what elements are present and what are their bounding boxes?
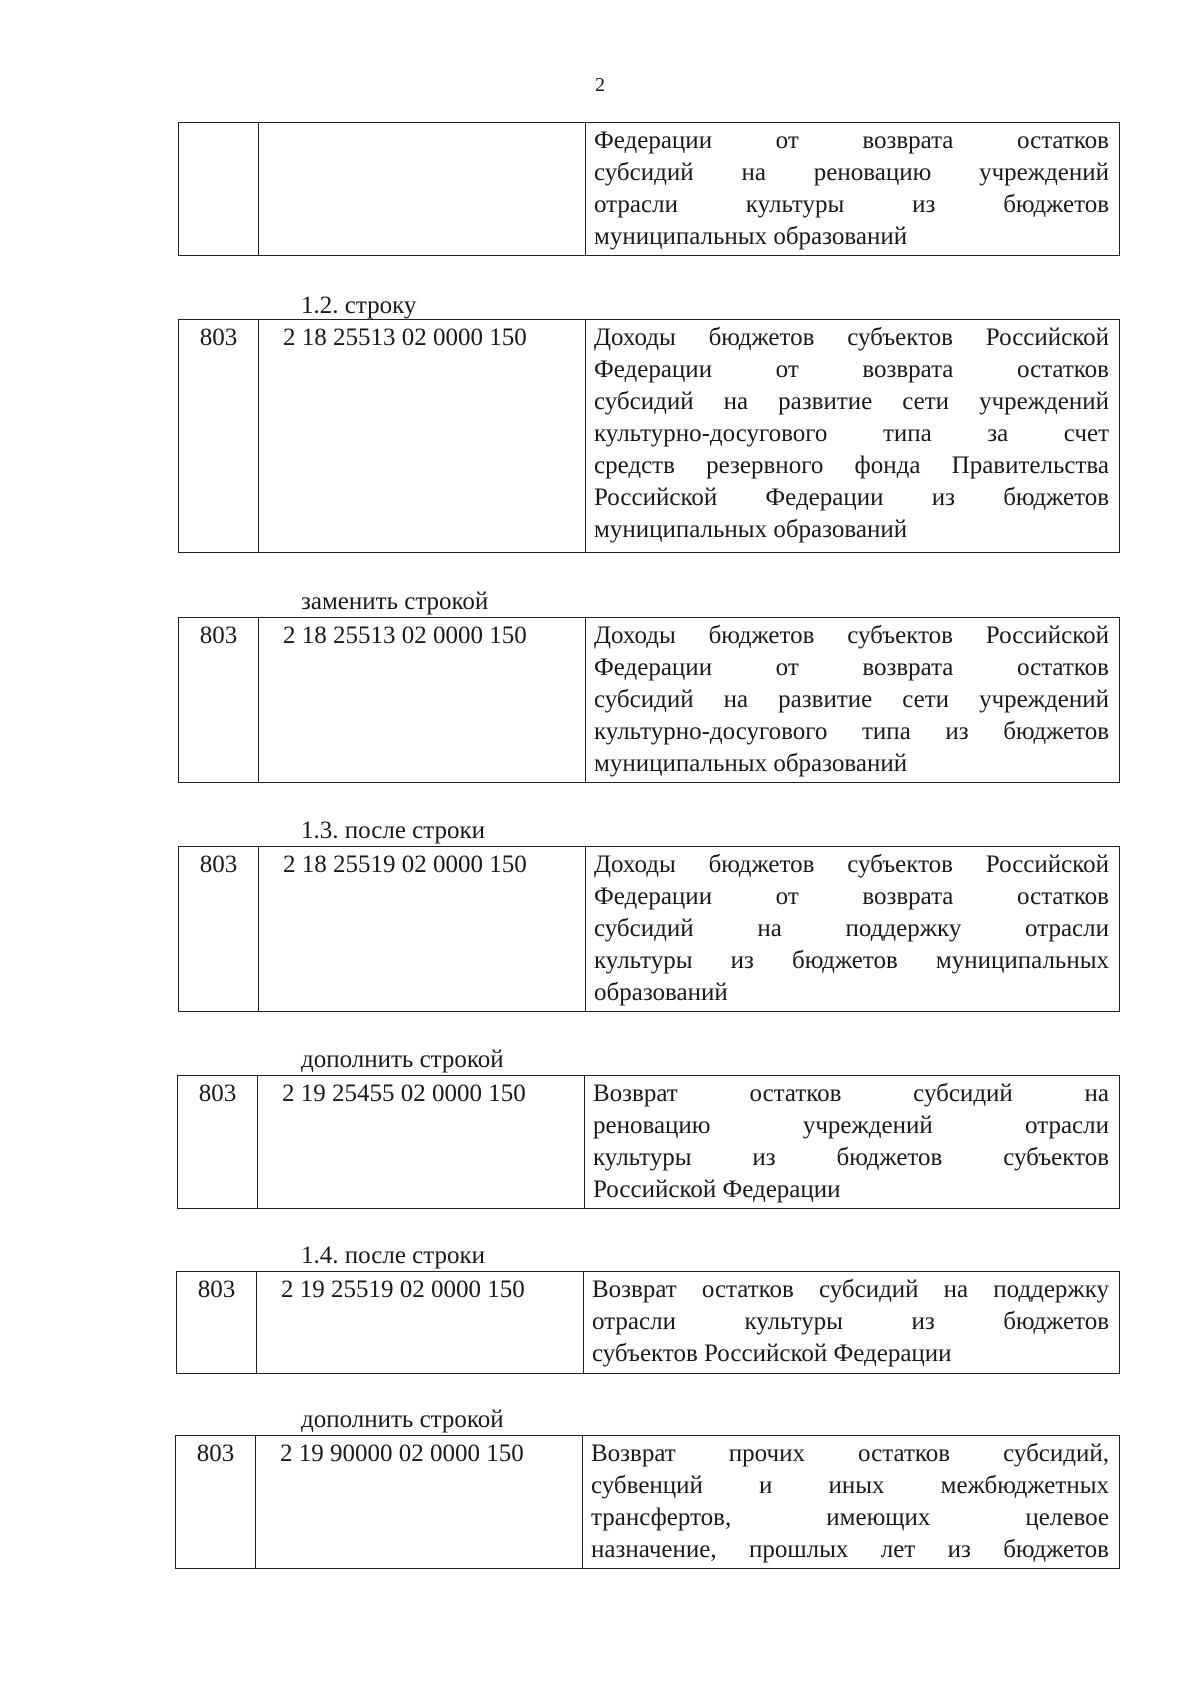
code-cell: 803	[179, 618, 259, 782]
description-line: субсидий на реновацию учреждений	[594, 159, 1109, 186]
description-cell	[584, 1272, 1119, 1373]
description-line: культурно-досугового типа из бюджетов	[594, 718, 1109, 745]
table-row-1-4-add	[175, 1435, 1120, 1569]
description-line: муниципальных образований	[594, 750, 908, 777]
description-line: трансфертов, имеющих целевое	[591, 1504, 1109, 1531]
description-line: Федерации от возврата остатков	[594, 883, 1109, 910]
description-line: образований	[594, 979, 728, 1006]
kbk-cell: 2 18 25519 02 0000 150	[259, 847, 586, 1011]
section-caption: заменить строкой	[301, 588, 489, 615]
kbk-cell: 2 18 25513 02 0000 150	[259, 618, 586, 782]
kbk-cell: 2 18 25513 02 0000 150	[259, 320, 586, 552]
section-caption: 1.2. строку	[301, 292, 417, 319]
description-line: Федерации от возврата остатков	[594, 356, 1109, 383]
description-line: Российской Федерации	[593, 1176, 841, 1203]
description-line: Федерации от возврата остатков	[594, 654, 1109, 681]
description-cell	[583, 1436, 1119, 1568]
page-number: 2	[595, 74, 605, 96]
code-cell: 803	[179, 847, 259, 1011]
description-line: культуры из бюджетов муниципальных	[594, 947, 1109, 974]
section-caption: 1.3. после строки	[301, 817, 486, 844]
description-line: культурно-досугового типа за счет	[594, 420, 1109, 447]
kbk-cell: 2 19 90000 02 0000 150	[256, 1436, 583, 1568]
section-caption: дополнить строкой	[301, 1046, 504, 1073]
description-line: Возврат остатков субсидий на	[593, 1080, 1109, 1107]
description-line: культуры из бюджетов субъектов	[593, 1144, 1109, 1171]
description-line: Доходы бюджетов субъектов Российской	[594, 851, 1109, 878]
description-line: назначение, прошлых лет из бюджетов	[591, 1536, 1109, 1563]
kbk-cell: 2 19 25519 02 0000 150	[257, 1272, 584, 1373]
table-row-1-2-old	[178, 319, 1120, 553]
description-line: Федерации от возврата остатков	[594, 127, 1109, 154]
table-row-1-2-new	[178, 617, 1120, 783]
code-cell: 803	[178, 1076, 258, 1208]
description-line: Возврат прочих остатков субсидий,	[591, 1440, 1109, 1467]
description-line: реновацию учреждений отрасли	[593, 1112, 1109, 1139]
section-caption: 1.4. после строки	[301, 1242, 486, 1269]
description-cell	[586, 320, 1119, 552]
description-line: средств резервного фонда Правительства	[594, 452, 1109, 479]
description-cell	[586, 618, 1119, 782]
description-line: муниципальных образований	[594, 223, 908, 250]
code-cell: 803	[179, 320, 259, 552]
description-line: отрасли культуры из бюджетов	[594, 191, 1109, 218]
description-line: субвенций и иных межбюджетных	[591, 1472, 1109, 1499]
description-line: субсидий на развитие сети учреждений	[594, 388, 1109, 415]
description-line: Возврат остатков субсидий на поддержку	[592, 1276, 1109, 1303]
description-cell	[585, 1076, 1119, 1208]
table-continuation	[178, 122, 1120, 256]
description-line: муниципальных образований	[594, 516, 908, 543]
code-cell	[179, 123, 259, 255]
description-cell	[586, 847, 1119, 1011]
description-line: Доходы бюджетов субъектов Российской	[594, 324, 1109, 351]
table-row-1-3-add	[177, 1075, 1120, 1209]
description-line: субъектов Российской Федерации	[592, 1340, 952, 1367]
description-cell	[586, 123, 1119, 255]
kbk-cell: 2 19 25455 02 0000 150	[258, 1076, 585, 1208]
description-line: Доходы бюджетов субъектов Российской	[594, 622, 1109, 649]
code-cell: 803	[177, 1272, 257, 1373]
description-line: субсидий на поддержку отрасли	[594, 915, 1109, 942]
code-cell: 803	[176, 1436, 256, 1568]
table-row-1-4-after	[176, 1271, 1120, 1374]
description-line: отрасли культуры из бюджетов	[592, 1308, 1109, 1335]
kbk-cell	[259, 123, 586, 255]
section-caption: дополнить строкой	[301, 1406, 504, 1433]
description-line: субсидий на развитие сети учреждений	[594, 686, 1109, 713]
table-row-1-3-after	[178, 846, 1120, 1012]
description-line: Российской Федерации из бюджетов	[594, 484, 1109, 511]
